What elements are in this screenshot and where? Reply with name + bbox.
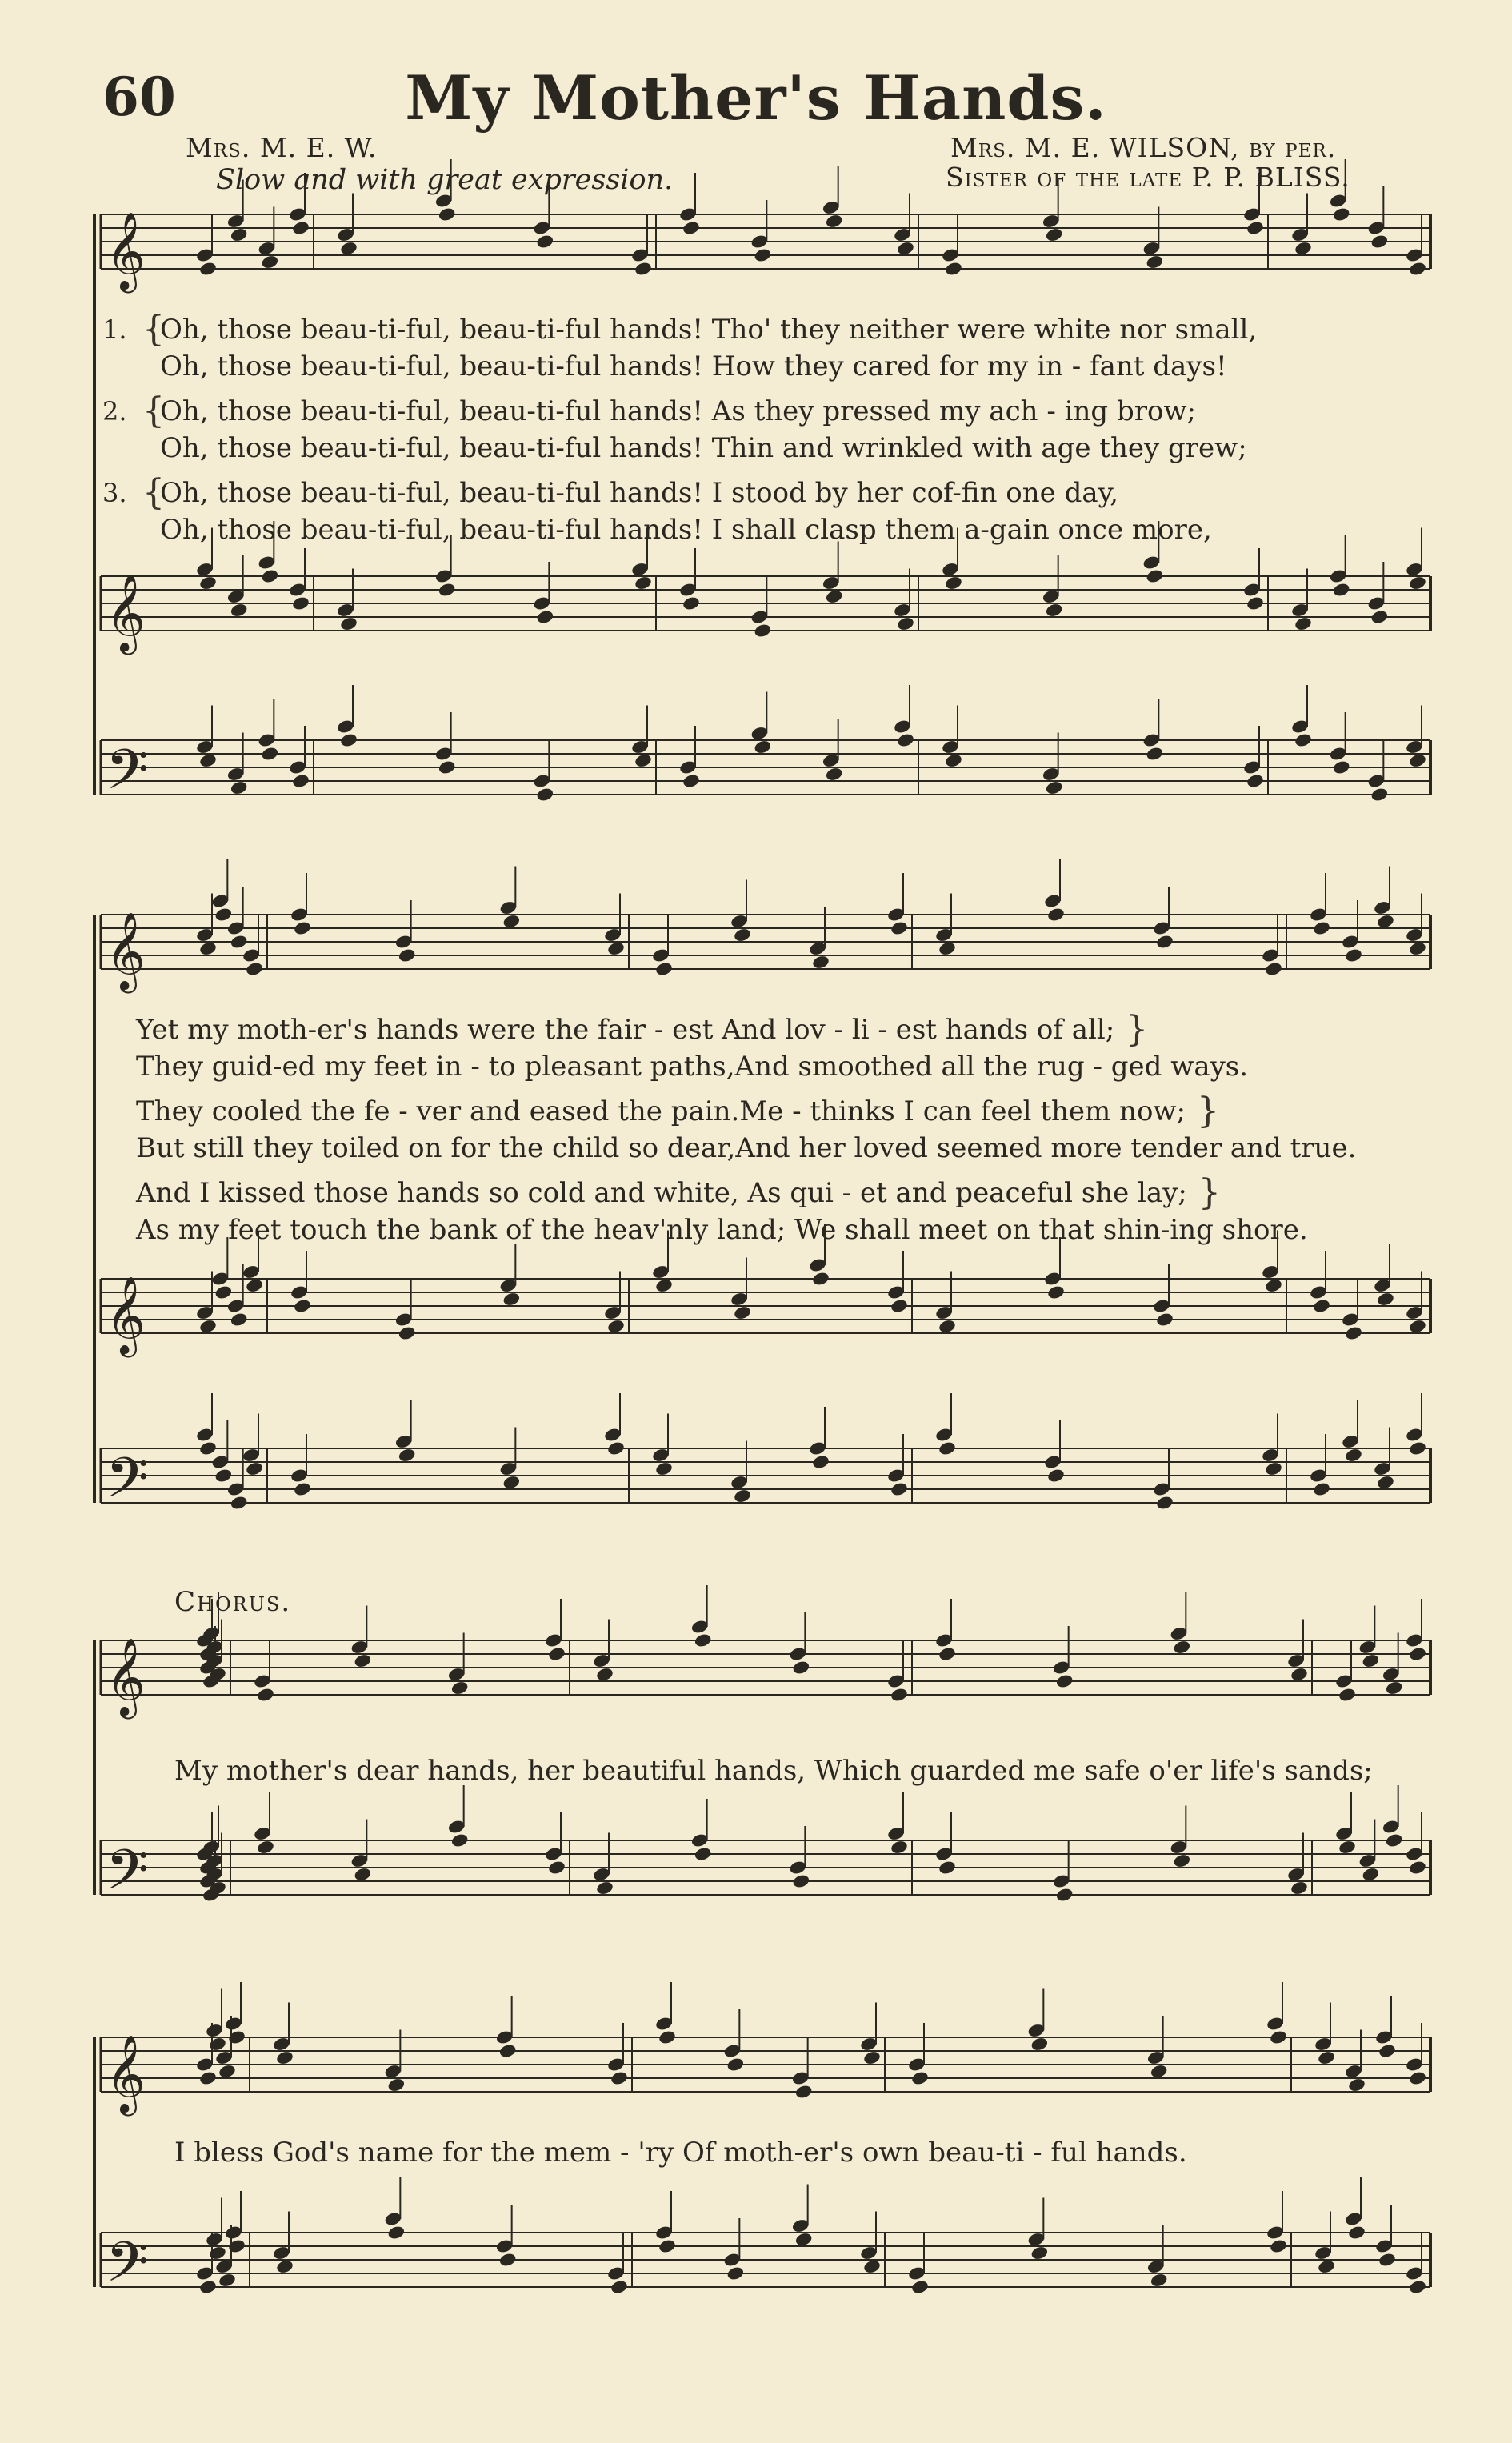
note-head [1045, 780, 1064, 796]
note-head [1030, 2037, 1050, 2053]
lyric-line: And I kissed those hands so cold and white, As qui - et and peaceful she lay; [136, 1177, 1187, 1209]
lyric-line: Oh, those beau-ti-ful, beau-ti-ful hands! Tho' they neither were white nor small, [160, 314, 1258, 346]
note-head [1408, 1860, 1427, 1876]
note-head [938, 1646, 957, 1662]
clef-icon: 𝄢 [106, 1445, 150, 1524]
clef-icon: 𝄞 [106, 1276, 146, 1354]
note-head [227, 2238, 246, 2254]
note-head [890, 1840, 909, 1856]
note-head [214, 907, 234, 923]
note-head [502, 1292, 522, 1308]
hymn-title: My Mother's Hands. [405, 62, 1107, 134]
note-head [825, 214, 844, 230]
verse-1-cont [136, 1011, 1356, 1085]
note-head [862, 2259, 882, 2275]
note-head [794, 2084, 814, 2100]
note-head [938, 1440, 957, 1456]
note-head [1312, 1481, 1331, 1497]
note-head [230, 780, 249, 796]
note-head [354, 1653, 373, 1669]
clef-icon: 𝄢 [106, 1837, 150, 1916]
brace: { [142, 390, 165, 431]
note-head [1155, 1312, 1174, 1328]
note-head [536, 609, 555, 625]
note-head [261, 568, 280, 584]
lyric-line: But still they toiled on for the child so dear,And her loved seemed more tender and true. [136, 1132, 1357, 1164]
note-head [438, 582, 457, 598]
note-head [261, 254, 280, 270]
note-head [1030, 2245, 1050, 2261]
note-head [792, 1660, 811, 1676]
page-number: 60 [102, 66, 176, 128]
note-head [1408, 261, 1427, 277]
note-head [682, 220, 701, 236]
note-head [214, 1468, 234, 1484]
verse-number: 1. [102, 314, 127, 345]
note-head [726, 2057, 746, 2073]
lyric-line: They guid-ed my feet in - to pleasant paths,And smoothed all the rug - ged ways. [136, 1051, 1249, 1083]
lyricist-credit: Mrs. M. E. W. [186, 132, 378, 163]
lyric-line: Oh, those beau-ti-ful, beau-ti-ful hands! I shall clasp them a-gain once more, [160, 514, 1212, 546]
note-head [1376, 1475, 1395, 1491]
note-head [610, 2279, 629, 2295]
note-head [245, 1278, 264, 1294]
note-head [1317, 2259, 1336, 2275]
note-head [938, 1860, 957, 1876]
note-head [606, 1319, 626, 1335]
note-head [256, 1840, 275, 1856]
note-head [944, 753, 963, 769]
note-head [387, 2077, 406, 2093]
note-head [1370, 787, 1390, 803]
note-head [595, 1667, 614, 1683]
note-head [502, 1475, 522, 1491]
note-head [1046, 1284, 1066, 1300]
chorus-label: Chorus. [174, 1586, 292, 1618]
note-head [1376, 1292, 1395, 1308]
note-head [811, 955, 830, 971]
lyric-line: Oh, those beau-ti-ful, beau-ti-ful hands! I stood by her cof-fin one day, [160, 477, 1119, 509]
note-head [1344, 1325, 1363, 1341]
note-head [198, 1319, 218, 1335]
note-head [1046, 1468, 1066, 1484]
note-head [1312, 920, 1331, 936]
note-head [1408, 2070, 1427, 2086]
note-head [450, 1680, 470, 1696]
note-head [198, 261, 218, 277]
note-head [293, 1481, 312, 1497]
note-head [1344, 1448, 1363, 1464]
note-head [293, 1298, 312, 1314]
note-head [227, 2029, 246, 2045]
note-head [862, 2050, 882, 2066]
note-head [1173, 1640, 1192, 1656]
brace: } [1198, 1172, 1221, 1213]
verse-number: 3. [102, 478, 127, 508]
brace: { [142, 472, 165, 513]
note-head [726, 2265, 746, 2281]
note-head [1362, 1653, 1381, 1669]
note-head [536, 234, 555, 250]
note-head [890, 1298, 909, 1314]
clef-icon: 𝄞 [106, 211, 146, 290]
composer-note: Sister of the late P. P. BLISS. [946, 162, 1350, 193]
note-head [1150, 2064, 1169, 2080]
note-head [438, 206, 457, 222]
note-head [208, 2037, 227, 2053]
note-head [398, 1325, 417, 1341]
note-head [896, 616, 915, 632]
note-head [208, 2245, 227, 2261]
note-head [547, 1860, 566, 1876]
note-head [754, 623, 773, 639]
clef-icon: 𝄢 [106, 2229, 150, 2308]
note-head [1146, 568, 1165, 584]
note-head [230, 603, 249, 619]
note-head [1338, 1687, 1357, 1703]
clef-icon: 𝄢 [106, 737, 150, 815]
note-head [1408, 1319, 1427, 1335]
lyric-line: Yet my moth-er's hands were the fair - est And lov - li - est hands of all; [136, 1014, 1115, 1046]
note-head [1385, 1832, 1404, 1848]
note-head [944, 575, 963, 591]
note-head [634, 261, 653, 277]
note-head [682, 595, 701, 611]
note-head [825, 767, 844, 783]
chorus-line-1: My mother's dear hands, her beautiful hands, Which guarded me safe o'er life's sands; [174, 1755, 1373, 1787]
note-head [1055, 1887, 1074, 1903]
note-head [547, 1646, 566, 1662]
note-head [1317, 2050, 1336, 2066]
note-head [733, 927, 752, 943]
note-head [198, 753, 218, 769]
verse-block-second [136, 1011, 1356, 1248]
note-head [654, 961, 674, 977]
note-head [198, 2070, 218, 2086]
note-head [825, 589, 844, 605]
note-head [1269, 2238, 1288, 2254]
note-head [339, 732, 358, 748]
note-head [293, 920, 312, 936]
verse-1 [102, 311, 1257, 385]
note-head [1370, 609, 1390, 625]
clef-icon: 𝄞 [106, 573, 146, 651]
note-head [387, 2225, 406, 2241]
note-head [291, 595, 310, 611]
note-head [1378, 2252, 1397, 2268]
note-head [1290, 1667, 1309, 1683]
note-head [261, 746, 280, 762]
note-head [1408, 941, 1427, 957]
note-head [754, 247, 773, 263]
note-head [230, 227, 249, 243]
note-head [1408, 1646, 1427, 1662]
verse-3 [102, 472, 1257, 548]
verse-block-first [102, 311, 1257, 548]
note-head [754, 739, 773, 755]
note-head [218, 2273, 237, 2289]
note-head [198, 941, 218, 957]
tempo-marking: Slow and with great expression. [216, 164, 674, 196]
note-head [1332, 582, 1351, 598]
note-head [398, 1448, 417, 1464]
note-head [275, 2259, 294, 2275]
verse-2-cont [136, 1093, 1356, 1167]
note-head [1347, 2225, 1366, 2241]
note-head [1264, 1461, 1283, 1477]
lyric-line: Oh, those beau-ti-ful, beau-ti-ful hands! How they cared for my in - fant days! [160, 350, 1227, 382]
note-head [1385, 1680, 1404, 1696]
lyric-line: Oh, those beau-ti-ful, beau-ti-ful hands! Thin and wrinkled with age they grew; [160, 432, 1247, 464]
note-head [275, 2050, 294, 2066]
note-head [606, 941, 626, 957]
note-head [1146, 254, 1165, 270]
note-head [606, 1440, 626, 1456]
note-head [896, 241, 915, 257]
note-head [595, 1880, 614, 1896]
note-head [910, 2070, 930, 2086]
note-head [230, 1312, 249, 1328]
note-head [1173, 1853, 1192, 1869]
note-head [1290, 1880, 1309, 1896]
note-head [658, 2238, 677, 2254]
note-head [198, 1440, 218, 1456]
note-head [811, 1271, 830, 1287]
note-head [1046, 907, 1066, 923]
note-head [339, 241, 358, 257]
note-head [944, 261, 963, 277]
note-head [502, 914, 522, 930]
note-head [1332, 206, 1351, 222]
brace: { [142, 309, 165, 350]
note-head [1294, 732, 1313, 748]
note-head [890, 1481, 909, 1497]
note-head [198, 575, 218, 591]
note-head [1045, 227, 1064, 243]
note-head [245, 961, 264, 977]
note-head [610, 2070, 629, 2086]
composer-credit: Mrs. M. E. WILSON, by per. [950, 132, 1337, 163]
verse-3-cont [136, 1172, 1356, 1248]
note-head [1294, 616, 1313, 632]
note-head [1246, 595, 1265, 611]
note-head [230, 1495, 249, 1511]
note-head [1269, 2029, 1288, 2045]
lyric-line: As my feet touch the bank of the heav'nly land; We shall meet on that shin-ing shore. [136, 1214, 1308, 1246]
lyric-line: Oh, those beau-ti-ful, beau-ti-ful hands! As they pressed my ach - ing brow; [160, 395, 1197, 427]
note-head [938, 941, 957, 957]
note-head [245, 1461, 264, 1477]
note-head [1155, 1495, 1174, 1511]
note-head [733, 1305, 752, 1321]
note-head [910, 2279, 930, 2295]
note-head [1338, 1840, 1357, 1856]
note-head [1408, 1440, 1427, 1456]
note-head [536, 787, 555, 803]
note-head [811, 1454, 830, 1470]
note-head [1264, 961, 1283, 977]
note-head [218, 2064, 237, 2080]
note-head [654, 1461, 674, 1477]
note-head [1264, 1278, 1283, 1294]
note-head [1347, 2077, 1366, 2093]
note-head [658, 2029, 677, 2045]
note-head [890, 1687, 909, 1703]
note-head [1408, 2279, 1427, 2295]
note-head [398, 947, 417, 963]
note-head [256, 1687, 275, 1703]
note-head [214, 1284, 234, 1300]
note-head [794, 2232, 814, 2248]
note-head [198, 2279, 218, 2295]
note-head [1378, 2043, 1397, 2059]
note-head [682, 773, 701, 789]
clef-icon: 𝄞 [106, 911, 146, 990]
note-head [339, 616, 358, 632]
clef-icon: 𝄞 [106, 1637, 146, 1716]
note-head [1408, 575, 1427, 591]
note-head [1376, 914, 1395, 930]
brace: } [1126, 1009, 1149, 1050]
note-head [733, 1488, 752, 1504]
note-head [1370, 234, 1390, 250]
note-head [938, 1319, 957, 1335]
note-head [1344, 947, 1363, 963]
note-head [1150, 2273, 1169, 2289]
note-head [634, 575, 653, 591]
note-head [1246, 220, 1265, 236]
verse-2 [102, 390, 1257, 467]
note-head [1246, 773, 1265, 789]
note-head [890, 920, 909, 936]
note-head [354, 1867, 373, 1883]
note-head [634, 753, 653, 769]
note-head [1408, 753, 1427, 769]
note-head [1312, 1298, 1331, 1314]
note-head [230, 934, 249, 950]
note-head [694, 1632, 713, 1648]
note-head [654, 1278, 674, 1294]
clef-icon: 𝄞 [106, 2034, 146, 2113]
note-head [896, 732, 915, 748]
lyric-line: They cooled the fe - ver and eased the pain.Me - thinks I can feel them now; [136, 1095, 1186, 1127]
verse-number: 2. [102, 396, 127, 427]
note-head [498, 2252, 518, 2268]
chorus-line-2: I bless God's name for the mem - 'ry Of moth-er's own beau-ti - ful hands. [174, 2137, 1187, 2169]
note-head [694, 1846, 713, 1862]
note-head [1294, 241, 1313, 257]
note-head [792, 1873, 811, 1889]
note-head [1055, 1673, 1074, 1689]
note-head [498, 2043, 518, 2059]
note-head [1045, 603, 1064, 619]
note-head [291, 773, 310, 789]
note-head [291, 220, 310, 236]
note-head [1332, 759, 1351, 775]
note-head [450, 1832, 470, 1848]
brace: } [1196, 1091, 1219, 1131]
note-head [1362, 1867, 1381, 1883]
note-head [1155, 934, 1174, 950]
note-head [1146, 746, 1165, 762]
note-head [438, 759, 457, 775]
